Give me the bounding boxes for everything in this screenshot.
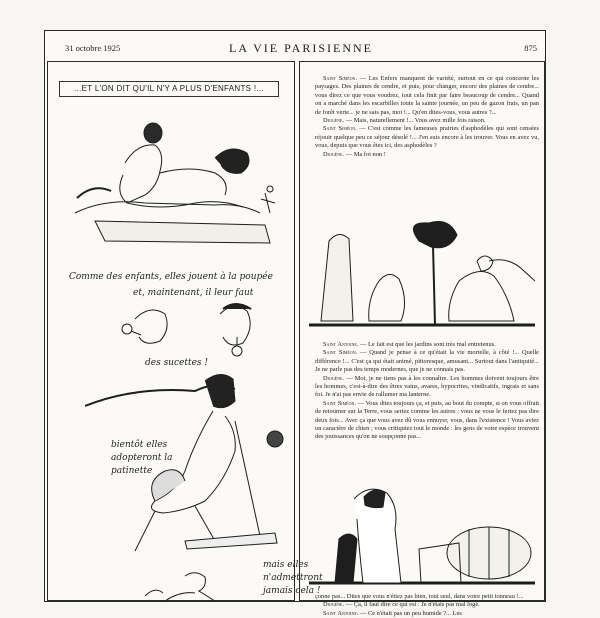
speaker: Saint Siméon. (323, 75, 358, 82)
handwritten-note-2: et, maintenant, il leur faut (133, 288, 254, 298)
speaker: Saint Siméon. (323, 399, 356, 407)
speaker: Diogène. (323, 117, 345, 125)
page-header (65, 41, 537, 57)
line: — Ma foi non ! (344, 150, 386, 158)
line: — Ce n'était pas un peu humide ?... Les (358, 609, 462, 617)
speaker: Diogène. (323, 601, 345, 609)
line: — Mais, naturellement !... Vous avez mille fois raison. (344, 117, 486, 125)
speaker: Saint Siméon. (323, 125, 357, 133)
illustration-saints-tree (309, 221, 535, 333)
illustration-man (145, 571, 255, 601)
line: — Quand je pense à ce qu'était la vie mortelle, à côté !... Quelle différence !... C'est ça qui était animé, pittoresque, amusant... Surtout dans l'antiquité... Je ne parle pas des temps modernes, que je ne connais pas. (315, 349, 539, 374)
line: çonne pas... Dites que vous n'étiez pas bien, tout seul, dans votre petit tonneau !... (315, 593, 524, 600)
magazine-page (44, 30, 546, 617)
line: — Vous dites toujours ça, et puis, au bout du compte, si on vous offrait de retourner sur la Terre, vous seriez comme les autres : vous ne vous le feriez pas dire deux fois... Avec ça que vous avez dû vous ennuyer, vous, dans l'existence ! Vous aviez un caractère de chien ; vous critiquiez tout le monde : les gens de votre espèce trouvent des jouissances qu'on ne soupçonne pas... (315, 399, 540, 441)
handwritten-note-3: des sucettes ! (145, 358, 209, 368)
line: — C'est comme les fameuses prairies d'asphodèles qui sont censées réjouir quelque peu ce séjour désolé !... J'en suis encore à les trouver. Vous en avez vu, vous, depuis que vous êtes ici, des asphodèles ? (315, 125, 539, 150)
speaker: Saint Antoine. (323, 341, 359, 348)
dialogue-block-2 (315, 341, 539, 442)
line: — Les Enfers manquent de variété, surtout en ce qui concerne les paysages. Des plaines de cendre, et puis, pour changer, encore des plaines de cendre... vous direz ce que vous voudrez, tout cela finit par faire beaucoup de cendre... Quand on a marché dans les escarbilles toute la sainte journée, un peu de gazon frais, un pan de forêt verte... je ne sais pas, moi !... Qu'en dites-vous, vous autres ?... (315, 75, 539, 116)
handwritten-note-5: mais elles n'admettront jamais cela ! (263, 560, 323, 596)
speaker: Diogène. (323, 150, 345, 158)
illustration-barrel (309, 479, 535, 589)
issue-date: 31 octobre 1925 (65, 43, 121, 53)
illustration-lollipops (105, 299, 285, 359)
dialogue-block-1 (315, 75, 539, 159)
page-number: 875 (524, 43, 537, 53)
cartoon-caption: ...ET L'ON DIT QU'IL N'Y A PLUS D'ENFANTS !... (59, 81, 279, 97)
illustration-doll (65, 103, 280, 253)
handwritten-note-1: Comme des enfants, elles jouent à la poupée (69, 272, 273, 282)
speaker: Diogène. (323, 374, 345, 382)
speaker: Saint Siméon. (323, 349, 358, 357)
handwritten-note-4: bientôt elles adopteront la patinette (111, 440, 173, 476)
magazine-title: LA VIE PARISIENNE (228, 41, 373, 55)
line: — Moi, je ne tiens pas à les connaître. Les hommes doivent toujours être les hommes, c'est-à-dire des êtres vains, avares, hypocrites, vindicatifs, ingrats et sans foi. Je n'ai pas envie de rallumer ma lanterne. (315, 374, 539, 399)
line: — Ça, il faut dire ce qui est : Je n'étais pas mal logé. (344, 601, 480, 609)
speaker: Saint Antoine. (323, 609, 359, 617)
line: — Le fait est que les jardins sont très mal entretenus. (358, 341, 496, 348)
dialogue-block-3 (315, 593, 539, 618)
